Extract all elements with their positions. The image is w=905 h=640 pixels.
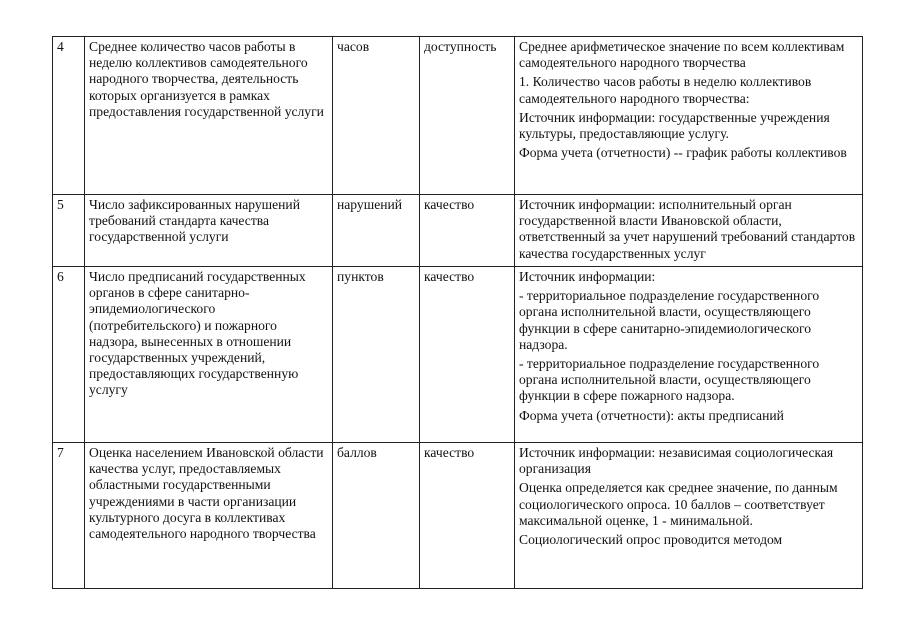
calculation-method — [515, 267, 863, 443]
unit-of-measure: нарушений — [333, 195, 420, 267]
indicator-category: доступность — [420, 37, 515, 195]
table-row — [53, 267, 863, 443]
method-paragraph: - территориальное подразделение государственного органа исполнительной власти, осуществляющего функции в сфере санитарно-эпидемиологического надзора. — [519, 288, 820, 352]
calculation-method — [515, 195, 863, 267]
table-row — [53, 443, 863, 589]
method-paragraph: - территориальное подразделение государственного органа исполнительной власти, осуществляющего функции в сфере пожарного надзора. — [519, 356, 820, 404]
method-paragraph: Социологический опрос проводится методом — [519, 532, 783, 548]
method-paragraph: 1. Количество часов работы в неделю коллективов самодеятельного народного творчества: — [519, 74, 812, 106]
method-paragraph: Форма учета (отчетности): акты предписаний — [519, 407, 784, 423]
unit-of-measure: часов — [333, 37, 420, 195]
calculation-method — [515, 37, 863, 195]
method-paragraph: Среднее арифметическое значение по всем коллективам самодеятельного народного творчества — [519, 39, 845, 71]
indicator-name: Число зафиксированных нарушений требований стандарта качества государственной услуги — [85, 195, 333, 267]
row-number: 5 — [53, 195, 85, 267]
method-paragraph: Источник информации: независимая социологическая организация — [519, 445, 834, 477]
method-paragraph: Источник информации: исполнительный орган государственной власти Ивановской области, ответственный за учет нарушений требований стандартов качества государственных услуг — [519, 197, 856, 261]
indicators-table — [52, 36, 863, 589]
row-number: 4 — [53, 37, 85, 195]
indicator-name: Число предписаний государственных органов в сфере санитарно-эпидемиологического (потребительского) и пожарного надзора, вынесенных в отношении государственных учреждений, предоставляющих государственную услугу — [85, 267, 333, 443]
indicator-category: качество — [420, 443, 515, 589]
row-number: 6 — [53, 267, 85, 443]
method-paragraph: Оценка определяется как среднее значение, по данным социологического опроса. 10 баллов – соответствует максимальной оценке, 1 - минимальной. — [519, 480, 838, 528]
indicator-category: качество — [420, 195, 515, 267]
indicator-name: Среднее количество часов работы в неделю коллективов самодеятельного народного творчества, деятельность которых организуется в рамках предоставления государственной услуги — [85, 37, 333, 195]
indicator-category: качество — [420, 267, 515, 443]
table-row — [53, 195, 863, 267]
unit-of-measure: баллов — [333, 443, 420, 589]
unit-of-measure: пунктов — [333, 267, 420, 443]
method-paragraph: Источник информации: — [519, 269, 656, 284]
calculation-method — [515, 443, 863, 589]
method-paragraph: Источник информации: государственные учреждения культуры, предоставляющие услугу. — [519, 109, 830, 142]
indicator-name: Оценка населением Ивановской области качества услуг, предоставляемых областными государственными учреждениями в части организации культурного досуга в коллективах самодеятельного народного творчества — [85, 443, 333, 589]
method-paragraph: Форма учета (отчетности) -- график работы коллективов — [519, 145, 847, 161]
table-row — [53, 37, 863, 195]
row-number: 7 — [53, 443, 85, 589]
